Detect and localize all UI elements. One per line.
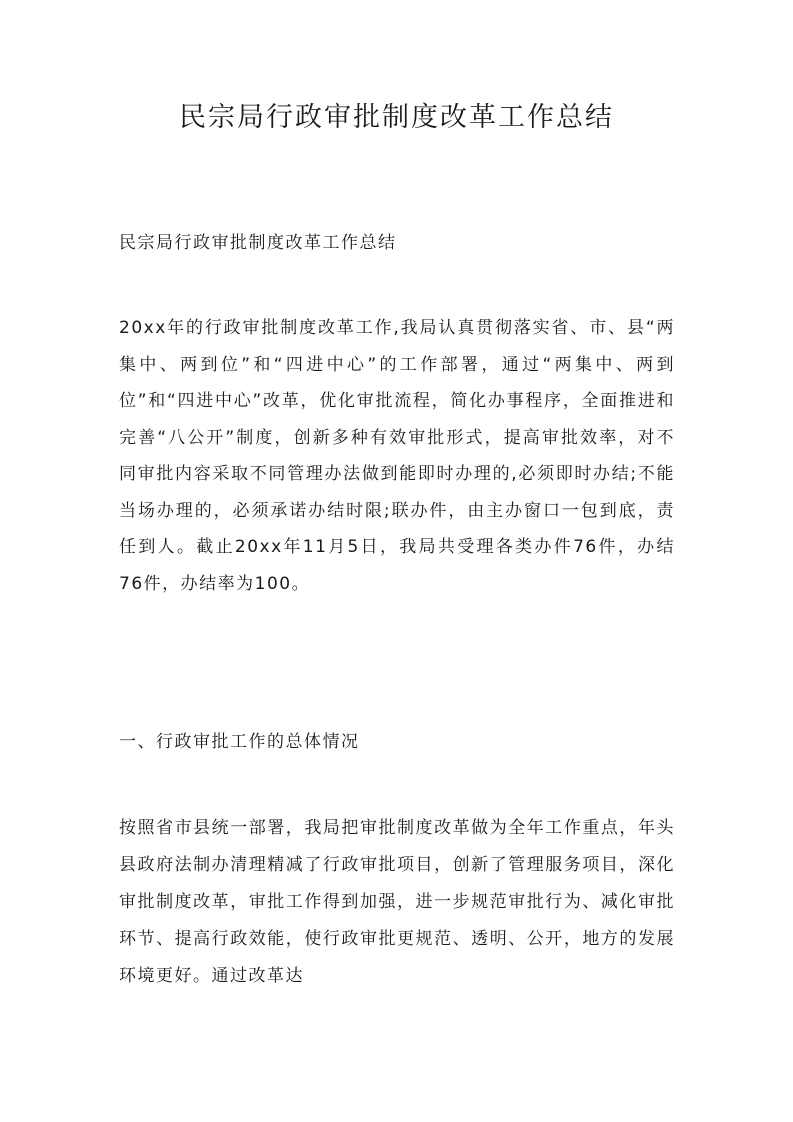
paragraph-intro: 20xx年的行政审批制度改革工作,我局认真贯彻落实省、市、县“两集中、两到位”和“四进中心”的工作部署，通过“两集中、两到位”和“四进中心”改革，优化审批流程，简化办事程序，全面推进和完善“八公开”制度，创新多种有效审批形式，提高审批效率，对不同审批内容采取不同管理办法做到能即时办理的,必须即时办结;不能当场办理的，必须承诺办结时限;联办件，由主办窗口一包到底，责任到人。截止20xx年11月5日，我局共受理各类办件76件，办结76件，办结率为100。 <box>119 318 675 594</box>
document-title: 民宗局行政审批制度改革工作总结 <box>179 102 614 133</box>
document-subtitle: 民宗局行政审批制度改革工作总结 <box>119 233 397 253</box>
section-heading-overall-situation: 一、行政审批工作的总体情况 <box>119 732 360 752</box>
paragraph-overall-situation: 按照省市县统一部署，我局把审批制度改革做为全年工作重点，年头县政府法制办清理精减了行政审批项目，创新了管理服务项目，深化审批制度改革，审批工作得到加强，进一步规范审批行为、减化审批环节、提高行政效能，使行政审批更规范、透明、公开，地方的发展环境更好。通过改革达 <box>119 818 675 986</box>
